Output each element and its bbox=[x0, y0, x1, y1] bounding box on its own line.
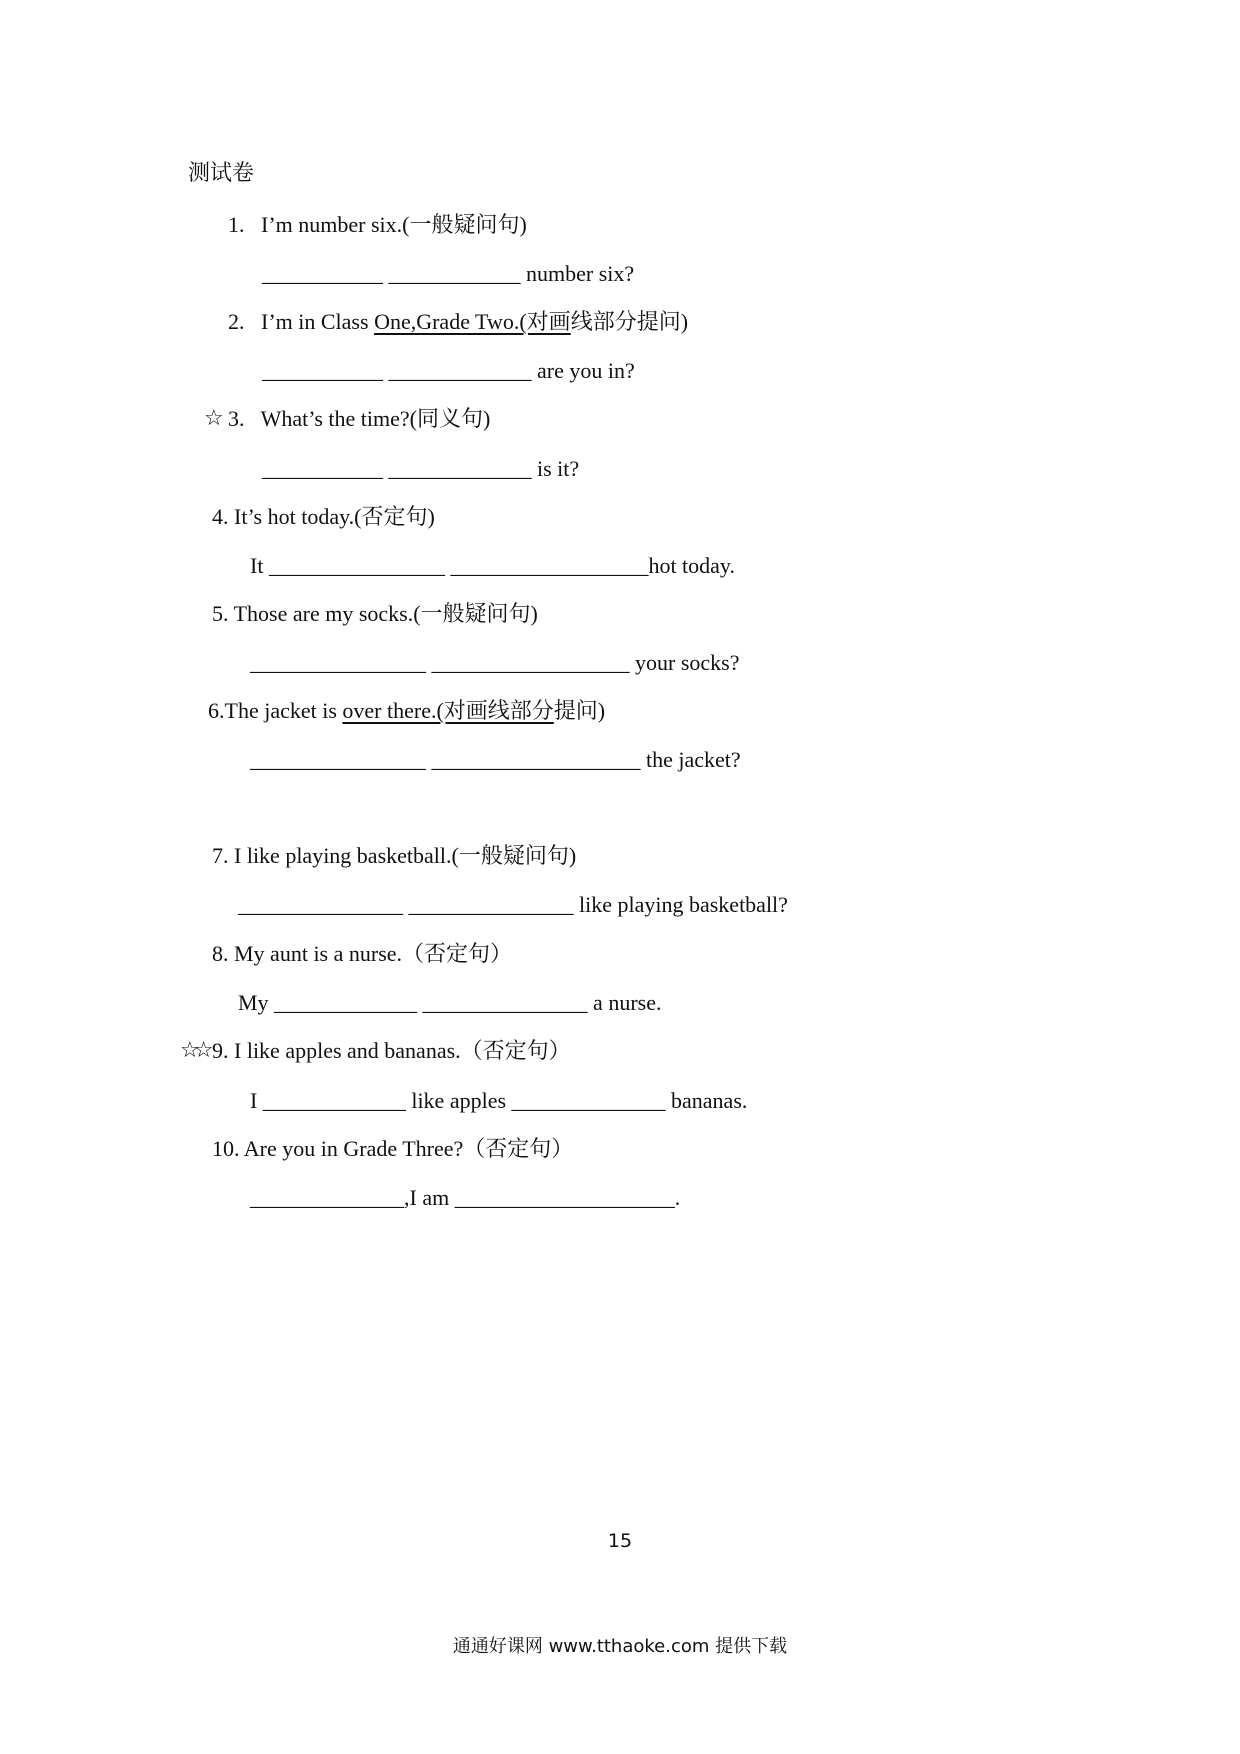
question-6-text: 6.The jacket is bbox=[208, 698, 343, 723]
download-footer: 通通好课网 www.tthaoke.com 提供下载 bbox=[452, 1636, 788, 1657]
question-1: 1. I’m number six.(一般疑问句) bbox=[228, 212, 527, 237]
question-9: 9. I like apples and bananas.（否定句） bbox=[212, 1038, 571, 1063]
question-8: 8. My aunt is a nurse.（否定句） bbox=[212, 941, 513, 966]
double-star-icon: ☆☆ bbox=[180, 1038, 208, 1063]
answer-1: ___________ ____________ number six? bbox=[262, 261, 635, 286]
answer-6: ________________ ___________________ the jacket? bbox=[250, 747, 741, 772]
worksheet-title: 测试卷 bbox=[188, 161, 255, 186]
page-number: 15 bbox=[607, 1530, 633, 1552]
answer-5: ________________ __________________ your socks? bbox=[250, 650, 740, 675]
answer-7: _______________ _______________ like playing basketball? bbox=[238, 892, 788, 917]
question-6-tail: 提问) bbox=[553, 698, 606, 723]
question-2 bbox=[228, 308, 688, 336]
answer-9: I _____________ like apples ______________ bananas. bbox=[250, 1088, 748, 1113]
answer-4: It ________________ __________________hot today. bbox=[250, 553, 735, 578]
question-2-underlined: One,Grade Two.(对画 bbox=[374, 309, 571, 334]
question-10: 10. Are you in Grade Three?（否定句） bbox=[212, 1136, 574, 1161]
answer-2: ___________ _____________ are you in? bbox=[262, 358, 635, 383]
question-6-underlined: over there.(对画线部分 bbox=[342, 698, 554, 723]
question-2-text: 2. I’m in Class bbox=[228, 309, 375, 334]
question-5: 5. Those are my socks.(一般疑问句) bbox=[212, 601, 538, 626]
answer-3: ___________ _____________ is it? bbox=[262, 456, 580, 481]
question-4: 4. It’s hot today.(否定句) bbox=[212, 504, 435, 529]
star-icon: ☆ bbox=[204, 406, 218, 431]
answer-10: ______________,I am ____________________. bbox=[250, 1185, 681, 1210]
question-3: 3. What’s the time?(同义句) bbox=[228, 406, 491, 431]
answer-8: My _____________ _______________ a nurse. bbox=[238, 990, 662, 1015]
question-2-tail: 线部分提问) bbox=[570, 309, 689, 334]
question-7: 7. I like playing basketball.(一般疑问句) bbox=[212, 843, 577, 868]
question-6 bbox=[208, 697, 605, 725]
